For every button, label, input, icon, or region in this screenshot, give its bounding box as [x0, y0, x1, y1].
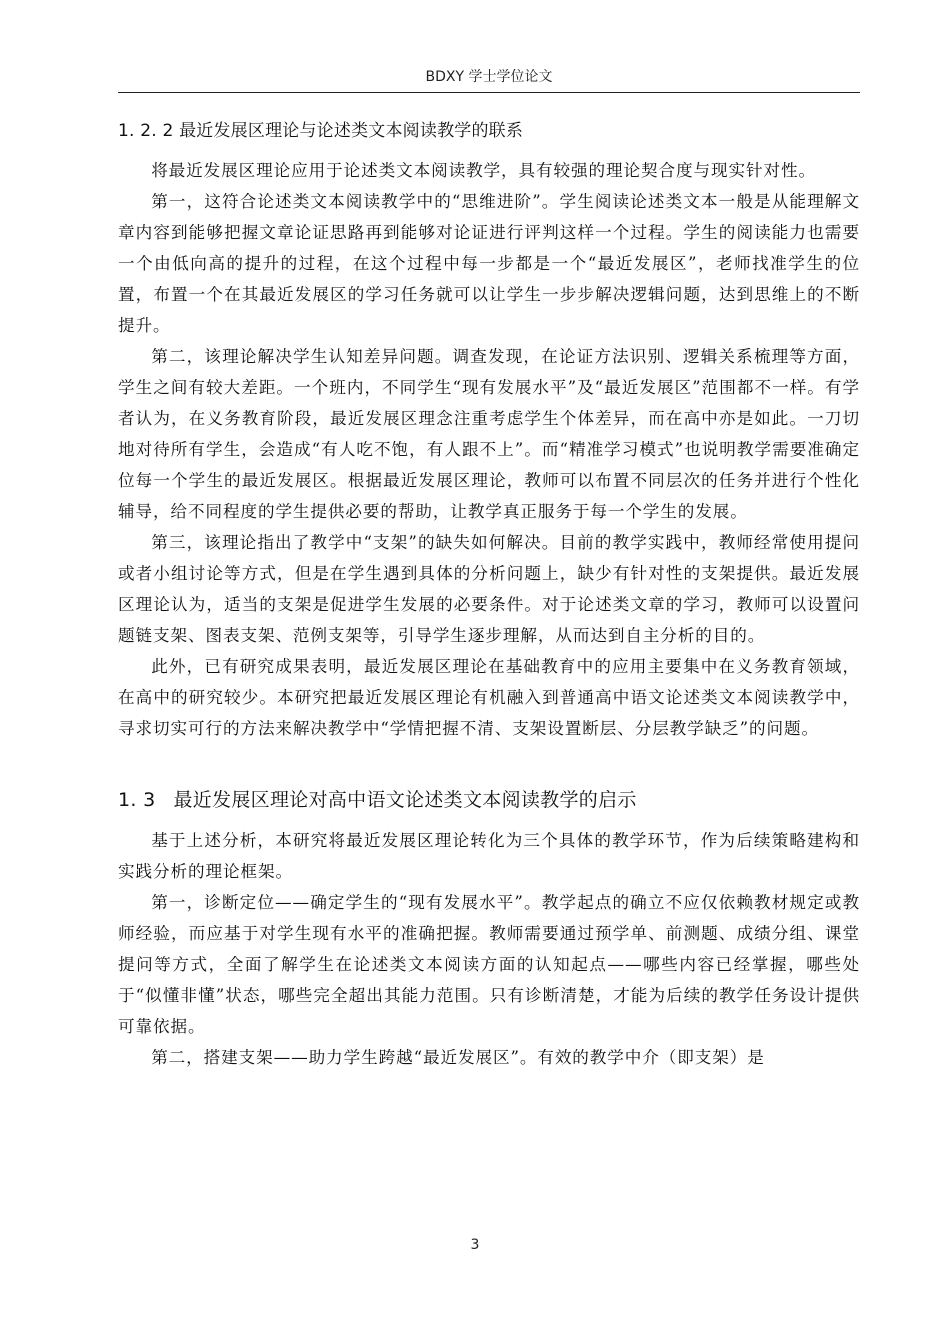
section-title: 最近发展区理论对高中语文论述类文本阅读教学的启示 [173, 789, 637, 811]
paragraph: 第二，搭建支架——助力学生跨越“最近发展区”。有效的教学中介（即支架）是 [151, 1048, 765, 1067]
section-number: 1. 3 [118, 789, 156, 811]
paragraph: 将最近发展区理论应用于论述类文本阅读教学，具有较强的理论契合度与现实针对性。 [151, 161, 816, 180]
page-header [118, 66, 860, 93]
paragraph: 基于上述分析，本研究将最近发展区理论转化为三个具体的教学环节，作为后续策略建构和实践分析的理论框架。 [118, 831, 860, 881]
header-title: BDXY 学士学位论文 [425, 69, 553, 85]
paragraph: 第一，诊断定位——确定学生的“现有发展水平”。教学起点的确立不应仅依赖教材规定或教师经验，而应基于对学生现有水平的准确把握。教师需要通过预学单、前测题、成绩分组、课堂提问等方式，全面了解学生在论述类文本阅读方面的认知起点——哪些内容已经掌握，哪些处于“似懂非懂”状态，哪些完全超出其能力范围。只有诊断清楚，才能为后续的教学任务设计提供可靠依据。 [118, 893, 860, 1036]
paragraph: 第三，该理论指出了教学中“支架”的缺失如何解决。目前的教学实践中，教师经常使用提问或者小组讨论等方式，但是在学生遇到具体的分析问题上，缺少有针对性的支架提供。最近发展区理论认为，适当的支架是促进学生发展的必要条件。对于论述类文章的学习，教师可以设置问题链支架、图表支架、范例支架等，引导学生逐步理解，从而达到自主分析的目的。 [118, 533, 860, 645]
paragraph: 此外，已有研究成果表明，最近发展区理论在基础教育中的应用主要集中在义务教育领域，在高中的研究较少。本研究把最近发展区理论有机融入到普通高中语文论述类文本阅读教学中，寻求切实可行的方法来解决教学中“学情把握不清、支架设置断层、分层教学缺乏”的问题。 [118, 657, 860, 738]
section-heading-1-3 [118, 788, 860, 812]
document-body [118, 110, 860, 1073]
page-number: 3 [470, 1237, 480, 1253]
paragraph: 第一，这符合论述类文本阅读教学中的“思维进阶”。学生阅读论述类文本一般是从能理解文章内容到能够把握文章论证思路再到能够对论证进行评判这样一个过程。学生的阅读能力也需要一个由低向高的提升的过程，在这个过程中每一步都是一个“最近发展区”，老师找准学生的位置，布置一个在其最近发展区的学习任务就可以让学生一步步解决逻辑问题，达到思维上的不断提升。 [118, 192, 860, 335]
section-heading-1-2-2: 1. 2. 2 最近发展区理论与论述类文本阅读教学的联系 [118, 121, 524, 141]
paragraph: 第二，该理论解决学生认知差异问题。调查发现，在论证方法识别、逻辑关系梳理等方面，学生之间有较大差距。一个班内，不同学生“现有发展水平”及“最近发展区”范围都不一样。有学者认为，在义务教育阶段，最近发展区理念注重考虑学生个体差异，而在高中亦是如此。一刀切地对待所有学生，会造成“有人吃不饱，有人跟不上”。而“精准学习模式”也说明教学需要准确定位每一个学生的最近发展区。根据最近发展区理论，教师可以布置不同层次的任务并进行个性化辅导，给不同程度的学生提供必要的帮助，让教学真正服务于每一个学生的发展。 [118, 347, 860, 521]
